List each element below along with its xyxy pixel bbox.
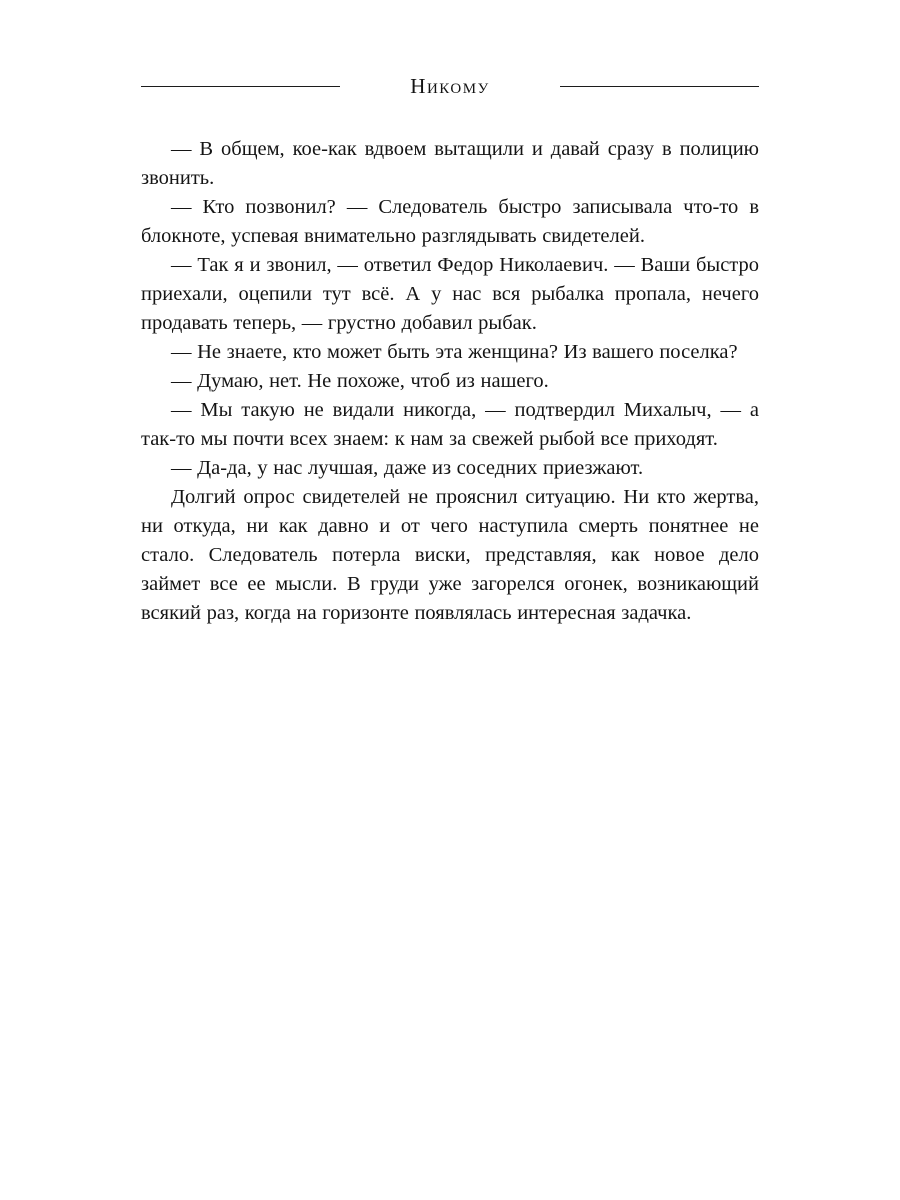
paragraph: — Мы такую не видали никогда, — подтвердил Михалыч, — а так-то мы почти всех знаем: к нам за свежей рыбой все приходят.	[141, 399, 759, 450]
paragraph: — Не знаете, кто может быть эта женщина? Из вашего поселка?	[171, 341, 738, 363]
paragraph: — Так я и звонил, — ответил Федор Николаевич. — Ваши быстро приехали, оцепили тут всё. А у нас вся рыбалка пропала, нечего продавать теперь, — грустно добавил рыбак.	[141, 254, 759, 334]
paragraph: — Да-да, у нас лучшая, даже из соседних приезжают.	[171, 457, 644, 479]
header-rule-right	[560, 86, 759, 87]
paragraph: — В общем, кое-как вдвоем вытащили и давай сразу в полицию звонить.	[141, 138, 759, 189]
book-page	[141, 0, 759, 628]
paragraph: — Думаю, нет. Не похоже, чтоб из нашего.	[171, 370, 549, 392]
body-text	[141, 135, 759, 628]
header-rule-left	[141, 86, 340, 87]
chapter-title: Никому	[410, 74, 490, 98]
paragraph: — Кто позвонил? — Следователь быстро записывала что-то в блокноте, успевая внимательно разглядывать свидетелей.	[141, 196, 759, 247]
paragraph: Долгий опрос свидетелей не прояснил ситуацию. Ни кто жертва, ни откуда, ни как давно и от чего наступила смерть понятнее не стало. Следователь потерла виски, представляя, как новое дело займет все ее мысли. В груди уже загорелся огонек, возникающий всякий раз, когда на горизонте появлялась интересная задачка.	[141, 486, 759, 624]
running-head	[141, 76, 759, 97]
